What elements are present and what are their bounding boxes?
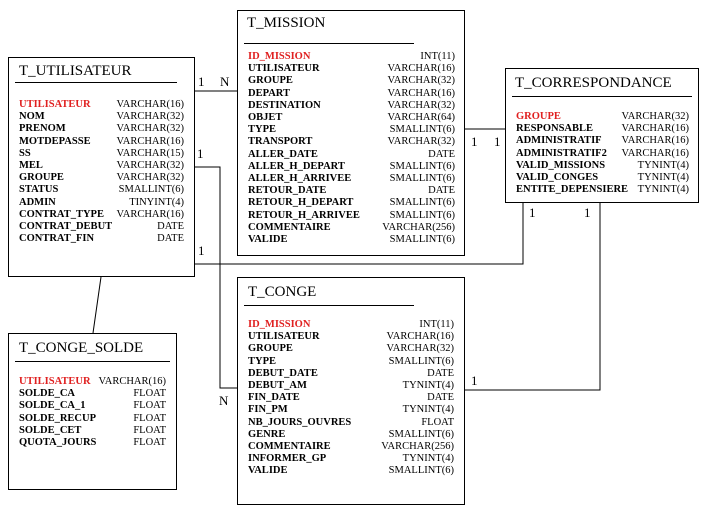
field-type: VARCHAR(16) bbox=[116, 135, 184, 147]
field-name: SOLDE_RECUP bbox=[19, 412, 97, 424]
cardinality-label: 1 bbox=[198, 74, 205, 89]
field-type: DATE bbox=[157, 233, 184, 245]
field-name: CONTRAT_DEBUT bbox=[19, 221, 113, 232]
field-type: TINYINT(4) bbox=[129, 196, 184, 208]
field-type: VARCHAR(32) bbox=[116, 111, 184, 123]
title-rule bbox=[15, 82, 177, 83]
field-type: FLOAT bbox=[133, 388, 166, 400]
field-type: DATE bbox=[427, 392, 454, 404]
field-type: DATE bbox=[157, 221, 184, 232]
field-name: DESTINATION bbox=[248, 99, 321, 111]
table-title: T_CONGE_SOLDE bbox=[19, 340, 144, 356]
field-name: MOTDEPASSE bbox=[19, 135, 91, 147]
field-name: ALLER_DATE bbox=[248, 148, 318, 160]
field-type: VARCHAR(32) bbox=[116, 172, 184, 184]
field-name: COMMENTAIRE bbox=[248, 221, 331, 233]
field-type: VARCHAR(32) bbox=[387, 99, 455, 111]
field-type: TYNINT(4) bbox=[402, 453, 454, 465]
field-type: TYNINT(4) bbox=[637, 184, 689, 196]
field-name: UTILISATEUR bbox=[248, 63, 320, 75]
table-t-correspondance[interactable] bbox=[505, 68, 699, 203]
field-type: SMALLINT(6) bbox=[389, 234, 455, 245]
field-name: VALID_MISSIONS bbox=[516, 159, 606, 171]
field-name: PRENOM bbox=[19, 123, 66, 135]
field-type: SMALLINT(6) bbox=[118, 184, 184, 196]
cardinality-label: N bbox=[220, 74, 230, 89]
title-rule bbox=[512, 96, 692, 97]
cardinality-label: 1 bbox=[198, 243, 205, 258]
field-name: TRANSPORT bbox=[248, 136, 313, 148]
field-type: VARCHAR(32) bbox=[116, 123, 184, 135]
table-title: T_CONGE bbox=[248, 284, 317, 300]
field-name: UTILISATEUR bbox=[248, 331, 320, 343]
link-utilisateur-conge bbox=[195, 167, 237, 388]
field-name: DEPART bbox=[248, 87, 291, 99]
field-type: VARCHAR(32) bbox=[387, 136, 455, 148]
field-name: OBJET bbox=[248, 112, 283, 123]
field-type: VARCHAR(256) bbox=[381, 441, 454, 452]
table-title: T_MISSION bbox=[247, 15, 326, 31]
field-type: SMALLINT(6) bbox=[389, 173, 455, 184]
field-name: GROUPE bbox=[19, 172, 64, 184]
field-name: ALLER_H_DEPART bbox=[248, 160, 345, 172]
cardinality-label: 1 bbox=[584, 205, 591, 220]
field-type: SMALLINT(6) bbox=[389, 124, 455, 136]
field-name: RETOUR_H_DEPART bbox=[248, 197, 354, 209]
field-type: DATE bbox=[428, 148, 455, 160]
table-t-utilisateur[interactable] bbox=[8, 57, 195, 277]
field-name: RESPONSABLE bbox=[516, 123, 594, 135]
field-type: FLOAT bbox=[133, 400, 166, 412]
field-name: GROUPE bbox=[516, 111, 561, 122]
field-name: GROUPE bbox=[248, 75, 293, 87]
field-type: SMALLINT(6) bbox=[388, 428, 454, 440]
cardinality-label: 1 bbox=[197, 146, 204, 161]
field-name: INFORMER_GP bbox=[248, 453, 327, 465]
field-type: INT(11) bbox=[419, 319, 454, 330]
cardinality-label: 1 bbox=[471, 134, 478, 149]
field-type: TYNINT(4) bbox=[402, 404, 454, 416]
field-type: VARCHAR(64) bbox=[387, 112, 455, 123]
field-type: TYNINT(4) bbox=[637, 159, 689, 171]
field-name: GENRE bbox=[248, 428, 286, 440]
cardinality-label: N bbox=[219, 393, 229, 408]
field-type: TYNINT(4) bbox=[637, 172, 689, 183]
field-name: ID_MISSION bbox=[248, 51, 311, 62]
field-type: VARCHAR(16) bbox=[387, 63, 455, 75]
field-name: ENTITE_DEPENSIERE bbox=[516, 184, 629, 196]
field-type: VARCHAR(32) bbox=[621, 111, 689, 122]
table-title: T_CORRESPONDANCE bbox=[515, 75, 672, 91]
field-type: TYNINT(4) bbox=[402, 380, 454, 391]
field-type: VARCHAR(32) bbox=[387, 75, 455, 87]
table-t-mission[interactable] bbox=[237, 10, 465, 256]
field-type: VARCHAR(16) bbox=[621, 135, 689, 147]
title-rule bbox=[244, 43, 414, 44]
title-rule bbox=[244, 305, 414, 306]
field-name: ID_MISSION bbox=[248, 319, 311, 330]
field-name: FIN_PM bbox=[248, 404, 288, 416]
table-t-conge[interactable] bbox=[237, 277, 465, 505]
field-name: ALLER_H_ARRIVEE bbox=[248, 173, 352, 184]
table-t-conge-solde[interactable] bbox=[8, 333, 177, 490]
field-name: TYPE bbox=[248, 355, 277, 367]
field-name: NB_JOURS_OUVRES bbox=[248, 416, 352, 428]
table-title: T_UTILISATEUR bbox=[19, 63, 132, 79]
field-name: MEL bbox=[19, 160, 43, 171]
field-type: VARCHAR(16) bbox=[621, 147, 689, 159]
field-name: SOLDE_CET bbox=[19, 424, 82, 436]
field-type: VARCHAR(16) bbox=[116, 99, 184, 110]
field-name: NOM bbox=[19, 111, 45, 123]
title-rule bbox=[15, 361, 170, 362]
field-name: ADMIN bbox=[19, 196, 56, 208]
field-name: VALID_CONGES bbox=[516, 172, 599, 183]
field-name: VALIDE bbox=[248, 465, 288, 477]
field-type: VARCHAR(16) bbox=[116, 208, 184, 220]
field-type: VARCHAR(16) bbox=[621, 123, 689, 135]
field-type: VARCHAR(15) bbox=[116, 147, 184, 159]
field-type: SMALLINT(6) bbox=[388, 465, 454, 477]
field-type: FLOAT bbox=[133, 424, 166, 436]
field-name: SOLDE_CA bbox=[19, 388, 76, 400]
field-type: VARCHAR(256) bbox=[382, 221, 455, 233]
field-type: VARCHAR(32) bbox=[116, 160, 184, 171]
field-type: FLOAT bbox=[133, 437, 166, 448]
field-name: ADMINISTRATIF2 bbox=[516, 147, 607, 159]
link-correspondance-conge bbox=[465, 203, 600, 390]
field-name: RETOUR_DATE bbox=[248, 185, 327, 197]
field-type: VARCHAR(16) bbox=[386, 331, 454, 343]
field-name: CONTRAT_TYPE bbox=[19, 208, 104, 220]
field-name: UTILISATEUR bbox=[19, 376, 91, 387]
field-type: SMALLINT(6) bbox=[389, 209, 455, 221]
field-name: STATUS bbox=[19, 184, 59, 196]
field-name: FIN_DATE bbox=[248, 392, 300, 404]
field-type: VARCHAR(16) bbox=[98, 376, 166, 387]
field-name: QUOTA_JOURS bbox=[19, 437, 97, 448]
field-type: SMALLINT(6) bbox=[388, 355, 454, 367]
field-type: FLOAT bbox=[421, 416, 454, 428]
field-type: FLOAT bbox=[133, 412, 166, 424]
field-name: TYPE bbox=[248, 124, 277, 136]
cardinality-label: 1 bbox=[529, 205, 536, 220]
field-name: VALIDE bbox=[248, 234, 288, 245]
field-name: UTILISATEUR bbox=[19, 99, 91, 110]
field-name: DEBUT_AM bbox=[248, 380, 307, 391]
field-name: CONTRAT_FIN bbox=[19, 233, 95, 245]
field-type: INT(11) bbox=[420, 51, 455, 62]
field-name: COMMENTAIRE bbox=[248, 441, 331, 452]
field-name: RETOUR_H_ARRIVEE bbox=[248, 209, 360, 221]
field-type: VARCHAR(32) bbox=[386, 343, 454, 355]
field-type: DATE bbox=[427, 367, 454, 379]
field-name: GROUPE bbox=[248, 343, 293, 355]
field-name: SOLDE_CA_1 bbox=[19, 400, 86, 412]
link-utilisateur-conge-solde bbox=[93, 277, 101, 333]
field-name: DEBUT_DATE bbox=[248, 367, 318, 379]
cardinality-label: 1 bbox=[471, 373, 478, 388]
field-name: SS bbox=[19, 147, 31, 159]
cardinality-label: 1 bbox=[494, 134, 501, 149]
field-type: SMALLINT(6) bbox=[389, 197, 455, 209]
field-type: VARCHAR(16) bbox=[387, 87, 455, 99]
field-type: DATE bbox=[428, 185, 455, 197]
field-name: ADMINISTRATIF bbox=[516, 135, 602, 147]
field-type: SMALLINT(6) bbox=[389, 160, 455, 172]
